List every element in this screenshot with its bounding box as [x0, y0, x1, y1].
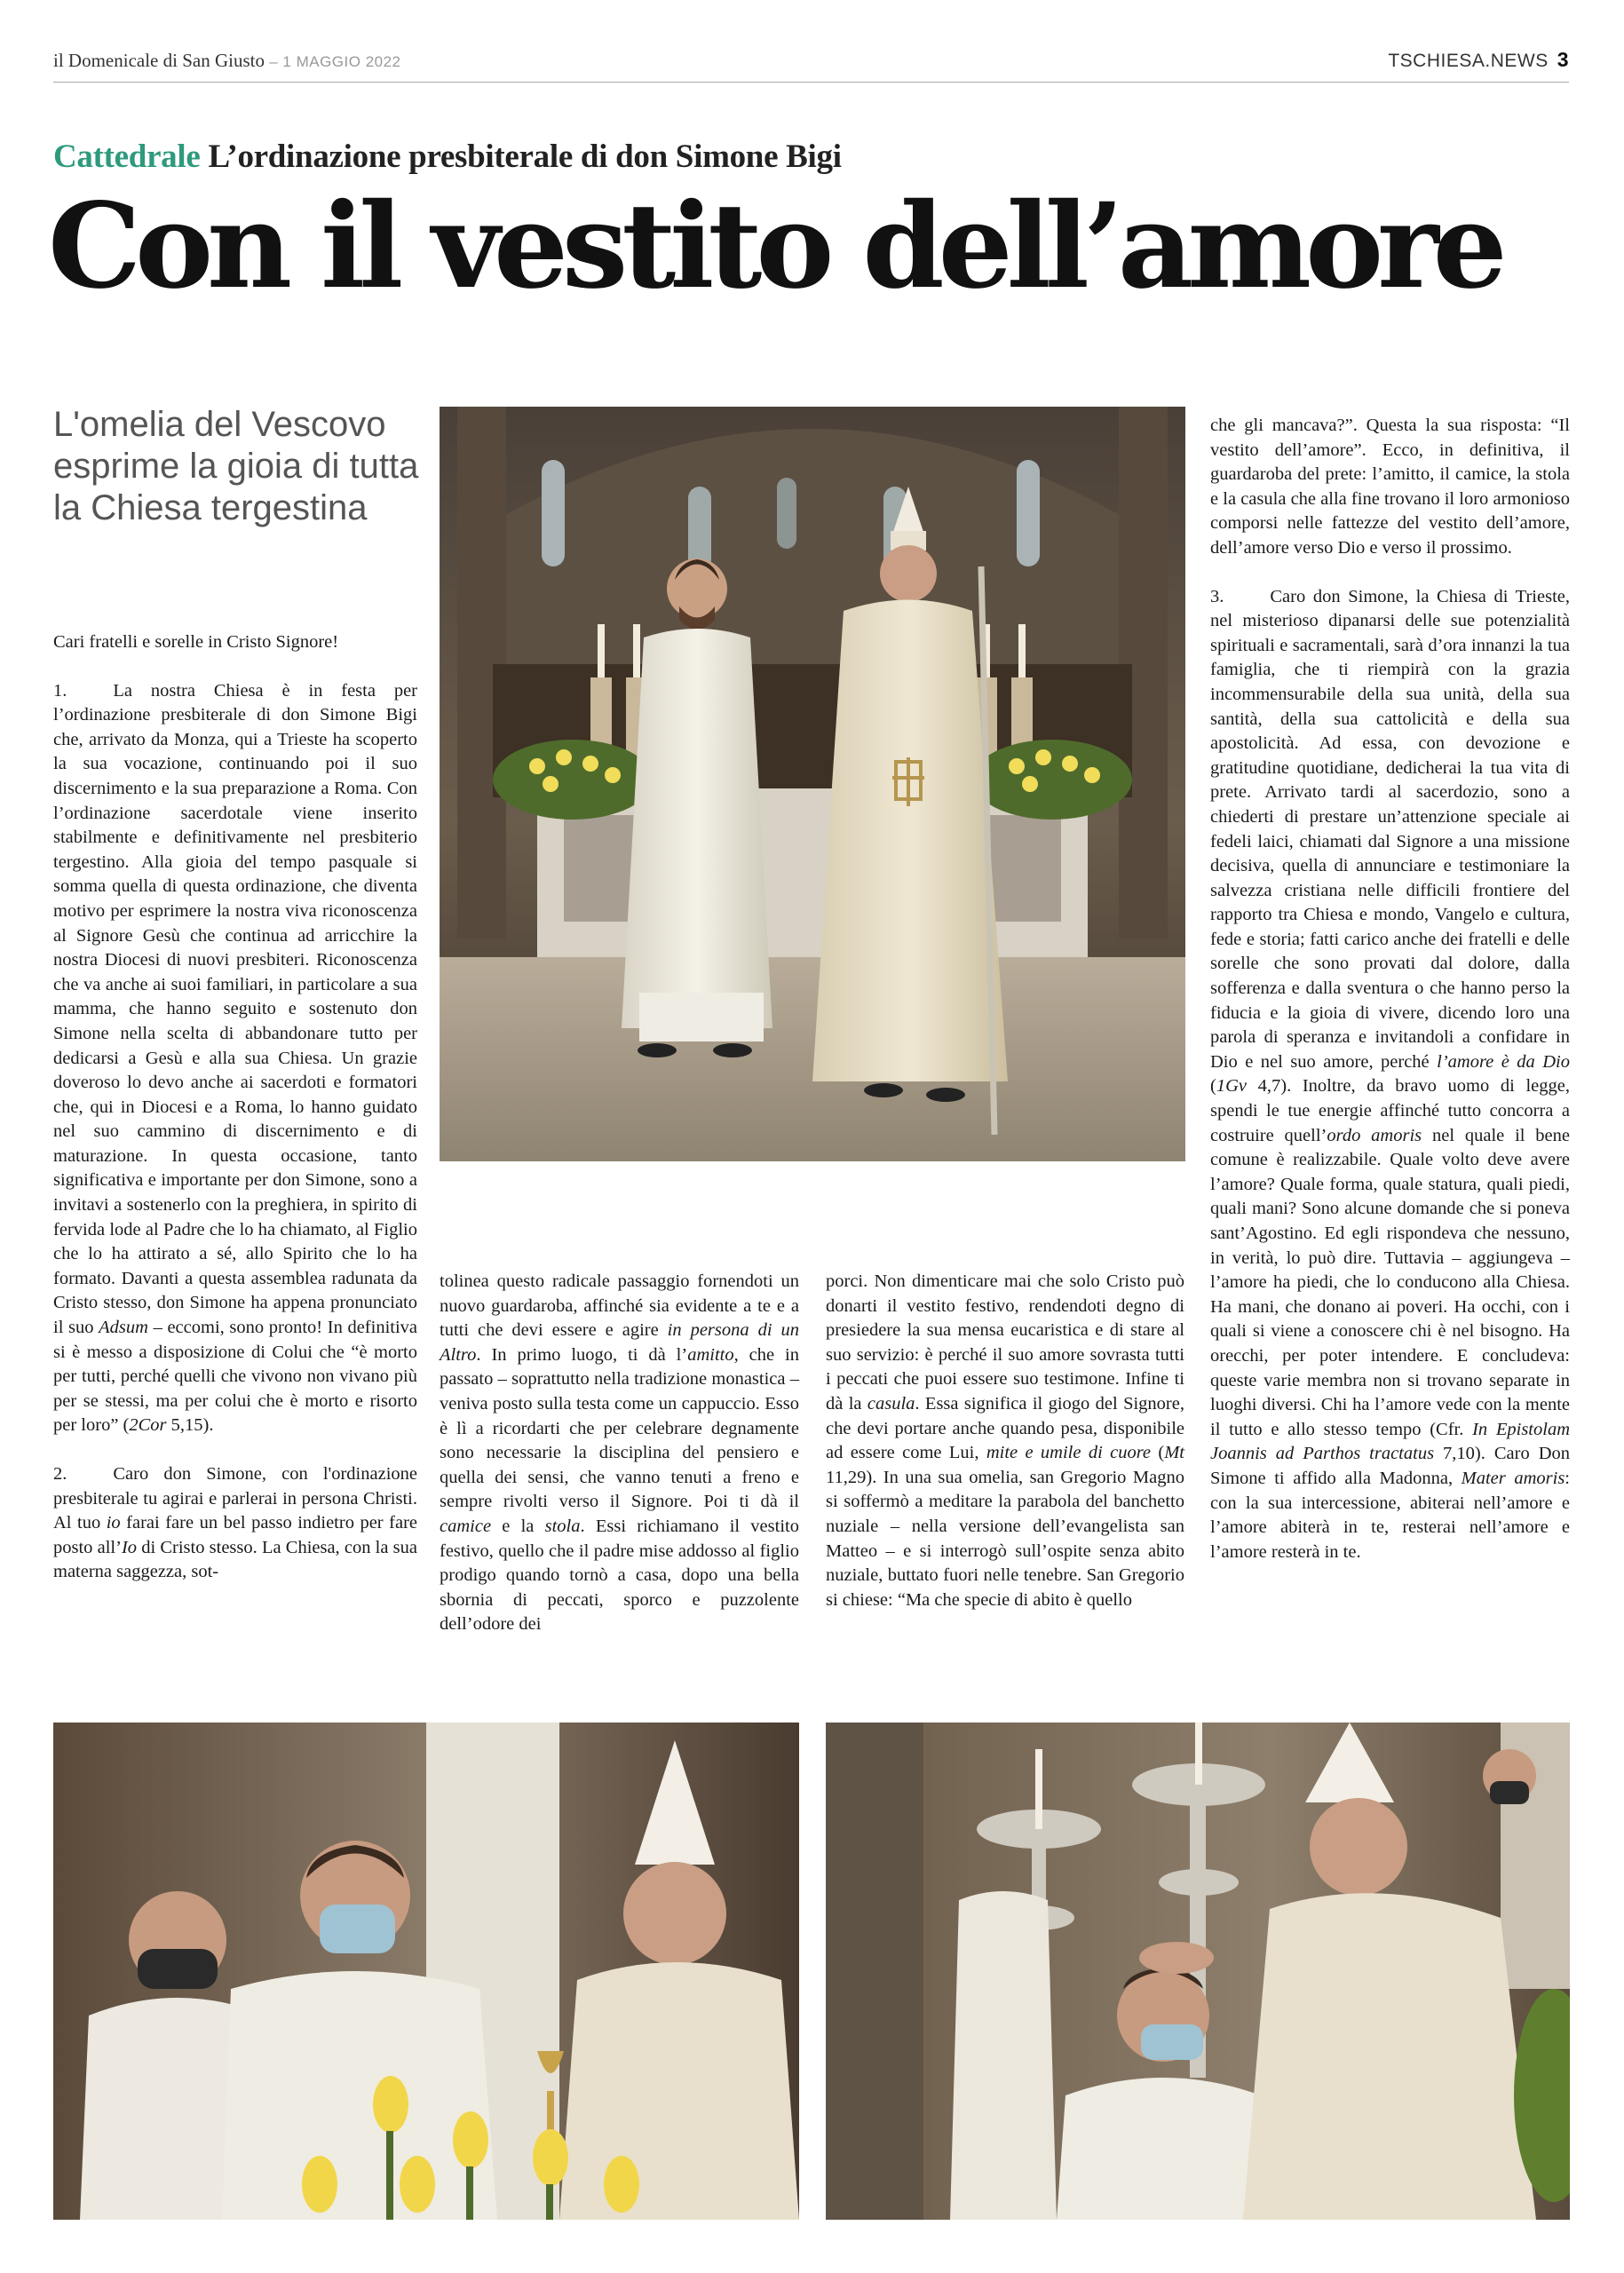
paragraph-2-cont2: porci. Non dimenticare mai che solo Cristo può donarti il vestito festivo, rendendoti degno di presiedere la sua mensa eucaristica e di stare al suo servizio: è perché il suo amore sovrasta tutti i peccati che puoi essere suo testimone. Infine ti dà la casula. Essa significa il giogo del Signore, che devi portare anche quando pesa, disponibile ad essere come Lui, mite e umile di cuore (Mt 11,29). In una sua omelia, san Gregorio Magno si soffermò a meditare la parabola del banchetto nuziale – nella versione dell’evangelista san Matteo – e si interrogò sull’ospite senza abito nuziale, buttato fuori nelle tenebre. San Gregorio si chiese: “Ma che specie di abito è quello	[826, 1271, 1184, 1610]
paragraph-2-cont: tolinea questo radicale passaggio fornendoti un nuovo guardaroba, affinché sia evidente a te e a tutti che devi essere e agire in persona di un Altro. In primo luogo, ti dà l’amitto, che in passato – soprattutto nella tradizione monastica – veniva posto sulla testa come un cappuccio. Esso è lì a ricordarti che per celebrare degnamente sono necessarie la disciplina del pensiero e quella dei sensi, che vanno tenuti a freno e sempre rivolti verso il Signore. Poi ti dà il camice e la stola. Essi richiamano il vestito festivo, quello che il padre mise addosso al figlio prodigo quando tornò a casa, dopo una bella sbornia di peccati, sporco e puzzolente dell’odore dei	[440, 1271, 799, 1635]
article-kicker	[53, 138, 842, 176]
site-link[interactable]: TSCHIESA.NEWS	[1388, 51, 1549, 71]
page-number: 3	[1557, 48, 1569, 71]
paragraph-3: 3. Caro don Simone, la Chiesa di Trieste, nel misterioso dipanarsi delle sue potenzialità spirituali e sacramentali, sarà d’ora innanzi la tua famiglia, che ti riempirà con la grazia incommensurabile della sua unità, della sua santità, della sua cattolicità e della sua apostolicità. Ad essa, con devozione e gratitudine quotidiane, dedicherai la tua vita di prete. Arrivato tardi al sacerdozio, sono a chiederti di prestare un’attenzione speciale ai fedeli laici, chiamati dal Signore a una missione decisiva, quella di annunciare e testimoniare la salvezza cristiana nelle difficili frontiere del rapporto tra Chiesa e mondo, Vangelo e cultura, fede e storia; fatti carico anche dei fratelli e delle sorelle che sono provati dal dolore, dalla sofferenza e dalla sventura o che hanno perso la fiducia e la gioia di vivere, dicendo loro una parola di speranza e invitandoli a confidare in Dio e nel suo amore, perché l’amore è da Dio (1Gv 4,7). Inoltre, da bravo uomo di legge, spendi le tue energie affinché tutto concorra a costruire quell’ordo amoris nel quale il bene comune è realizzabile. Quale volto deve avere l’amore? Quale forma, quale statura, quali piedi, quali mani? Sono alcune domande che si poneva sant’Agostino. Ed egli rispondeva che nessuno, in verità, lo può dire. Tuttavia – aggiungeva – l’amore ha piedi, che lo conducono alla Chiesa. Ha mani, che donano ai poveri. Ha occhi, con i quali si viene a conoscere chi è nel bisogno. Ha orecchi, per poter intendere. E concludeva: queste varie membra non si trovano separate in luoghi diversi. Chi ha l’amore vede con la mente il tutto e allo stesso tempo (Cfr. In Epistolam Joannis ad Parthos tractatus 7,10). Caro Don Simone ti affido alla Madonna, Mater amoris: con la sua intercessione, abiterai nell’amore e l’amore abiterà in te, resterai nell’amore e l’amore resterà in te.	[1210, 586, 1571, 1562]
header-divider	[53, 82, 1569, 83]
text-column-1	[53, 630, 417, 1609]
photo-bishop-and-priest	[440, 407, 1185, 1161]
paragraph-1: 1. La nostra Chiesa è in festa per l’ordinazione presbiterale di don Simone Bigi che, arrivato da Monza, qui a Trieste ha scoperto la sua vocazione, continuando poi il suo discernimento e la sua preparazione a Roma. Con l’ordinazione sacerdotale viene inserito stabilmente e definitivamente nel presbiterio tergestino. Alla gioia del tempo pasquale si somma quella di questa ordinazione, che diventa motivo per esprimere la nostra viva riconoscenza al Signore Gesù che continua ad arricchire la nostra Diocesi di nuovi presbiteri. Riconoscenza che va anche ai suoi familiari, in particolare a sua mamma, che hanno seguito e sostenuto don Simone nella scelta di abbandonare tutto per dedicarsi a Gesù e alla sua Chiesa. Un grazie doveroso lo devo anche ai sacerdoti e formatori che, qui in Diocesi e a Roma, lo hanno guidato nel suo cammino di discernimento e di maturazione. In questa occasione, tanto significativa e importante per don Simone, sono a invitavi a sostenerlo con la preghiera, in spirito di fervida lode al Padre che lo ha chiamato, al Figlio che lo ha attirato a sé, allo Spirito che lo ha formato. Davanti a questa assemblea radunata da Cristo stesso, don Simone ha appena pronunciato il suo Adsum – eccomi, sono pronto! In definitiva si è messo a disposizione di Colui che “è morto per tutti, perché quelli che vivono non vivano più per se stessi, ma per colui che è morto e risorto per loro” (2Cor 5,15).	[53, 680, 417, 1436]
section-label: Cattedrale	[53, 139, 201, 175]
text-column-4	[1210, 414, 1570, 1588]
article-headline: Con il vestito dell’amore	[48, 178, 1501, 315]
article-subhead: L'omelia del Vescovo esprime la gioia di tutta la Chiesa tergestina	[53, 405, 419, 527]
text-column-3	[826, 1270, 1184, 1636]
text-column-2	[440, 1270, 799, 1661]
issue-date: – 1 MAGGIO 2022	[269, 53, 401, 70]
greeting: Cari fratelli e sorelle in Cristo Signore!	[53, 632, 339, 652]
kicker-text: L’ordinazione presbiterale di don Simone Bigi	[208, 139, 842, 175]
photo-communion	[53, 1723, 799, 2220]
photo-laying-on-of-hands	[826, 1723, 1570, 2220]
page-header-left	[53, 50, 401, 72]
paragraph-2-end: che gli mancava?”. Questa la sua risposta: “Il vestito dell’amore”. Ecco, in definitiva, il guardaroba del prete: l’amitto, il camice, la stola e la casula che alla fine trovano il loro armonioso comporsi nelle fattezze del vestito dell’amore, dell’amore verso Dio e verso il prossimo.	[1210, 416, 1570, 558]
publication-name: il Domenicale di San Giusto	[53, 50, 265, 71]
page-header-right	[1388, 48, 1569, 72]
paragraph-2-start: 2. Caro don Simone, con l'ordinazione presbiterale tu agirai e parlerai in persona Christi. Al tuo io farai fare un bel passo indietro per fare posto all’Io di Cristo stesso. La Chiesa, con la sua materna saggezza, sot-	[53, 1464, 417, 1582]
